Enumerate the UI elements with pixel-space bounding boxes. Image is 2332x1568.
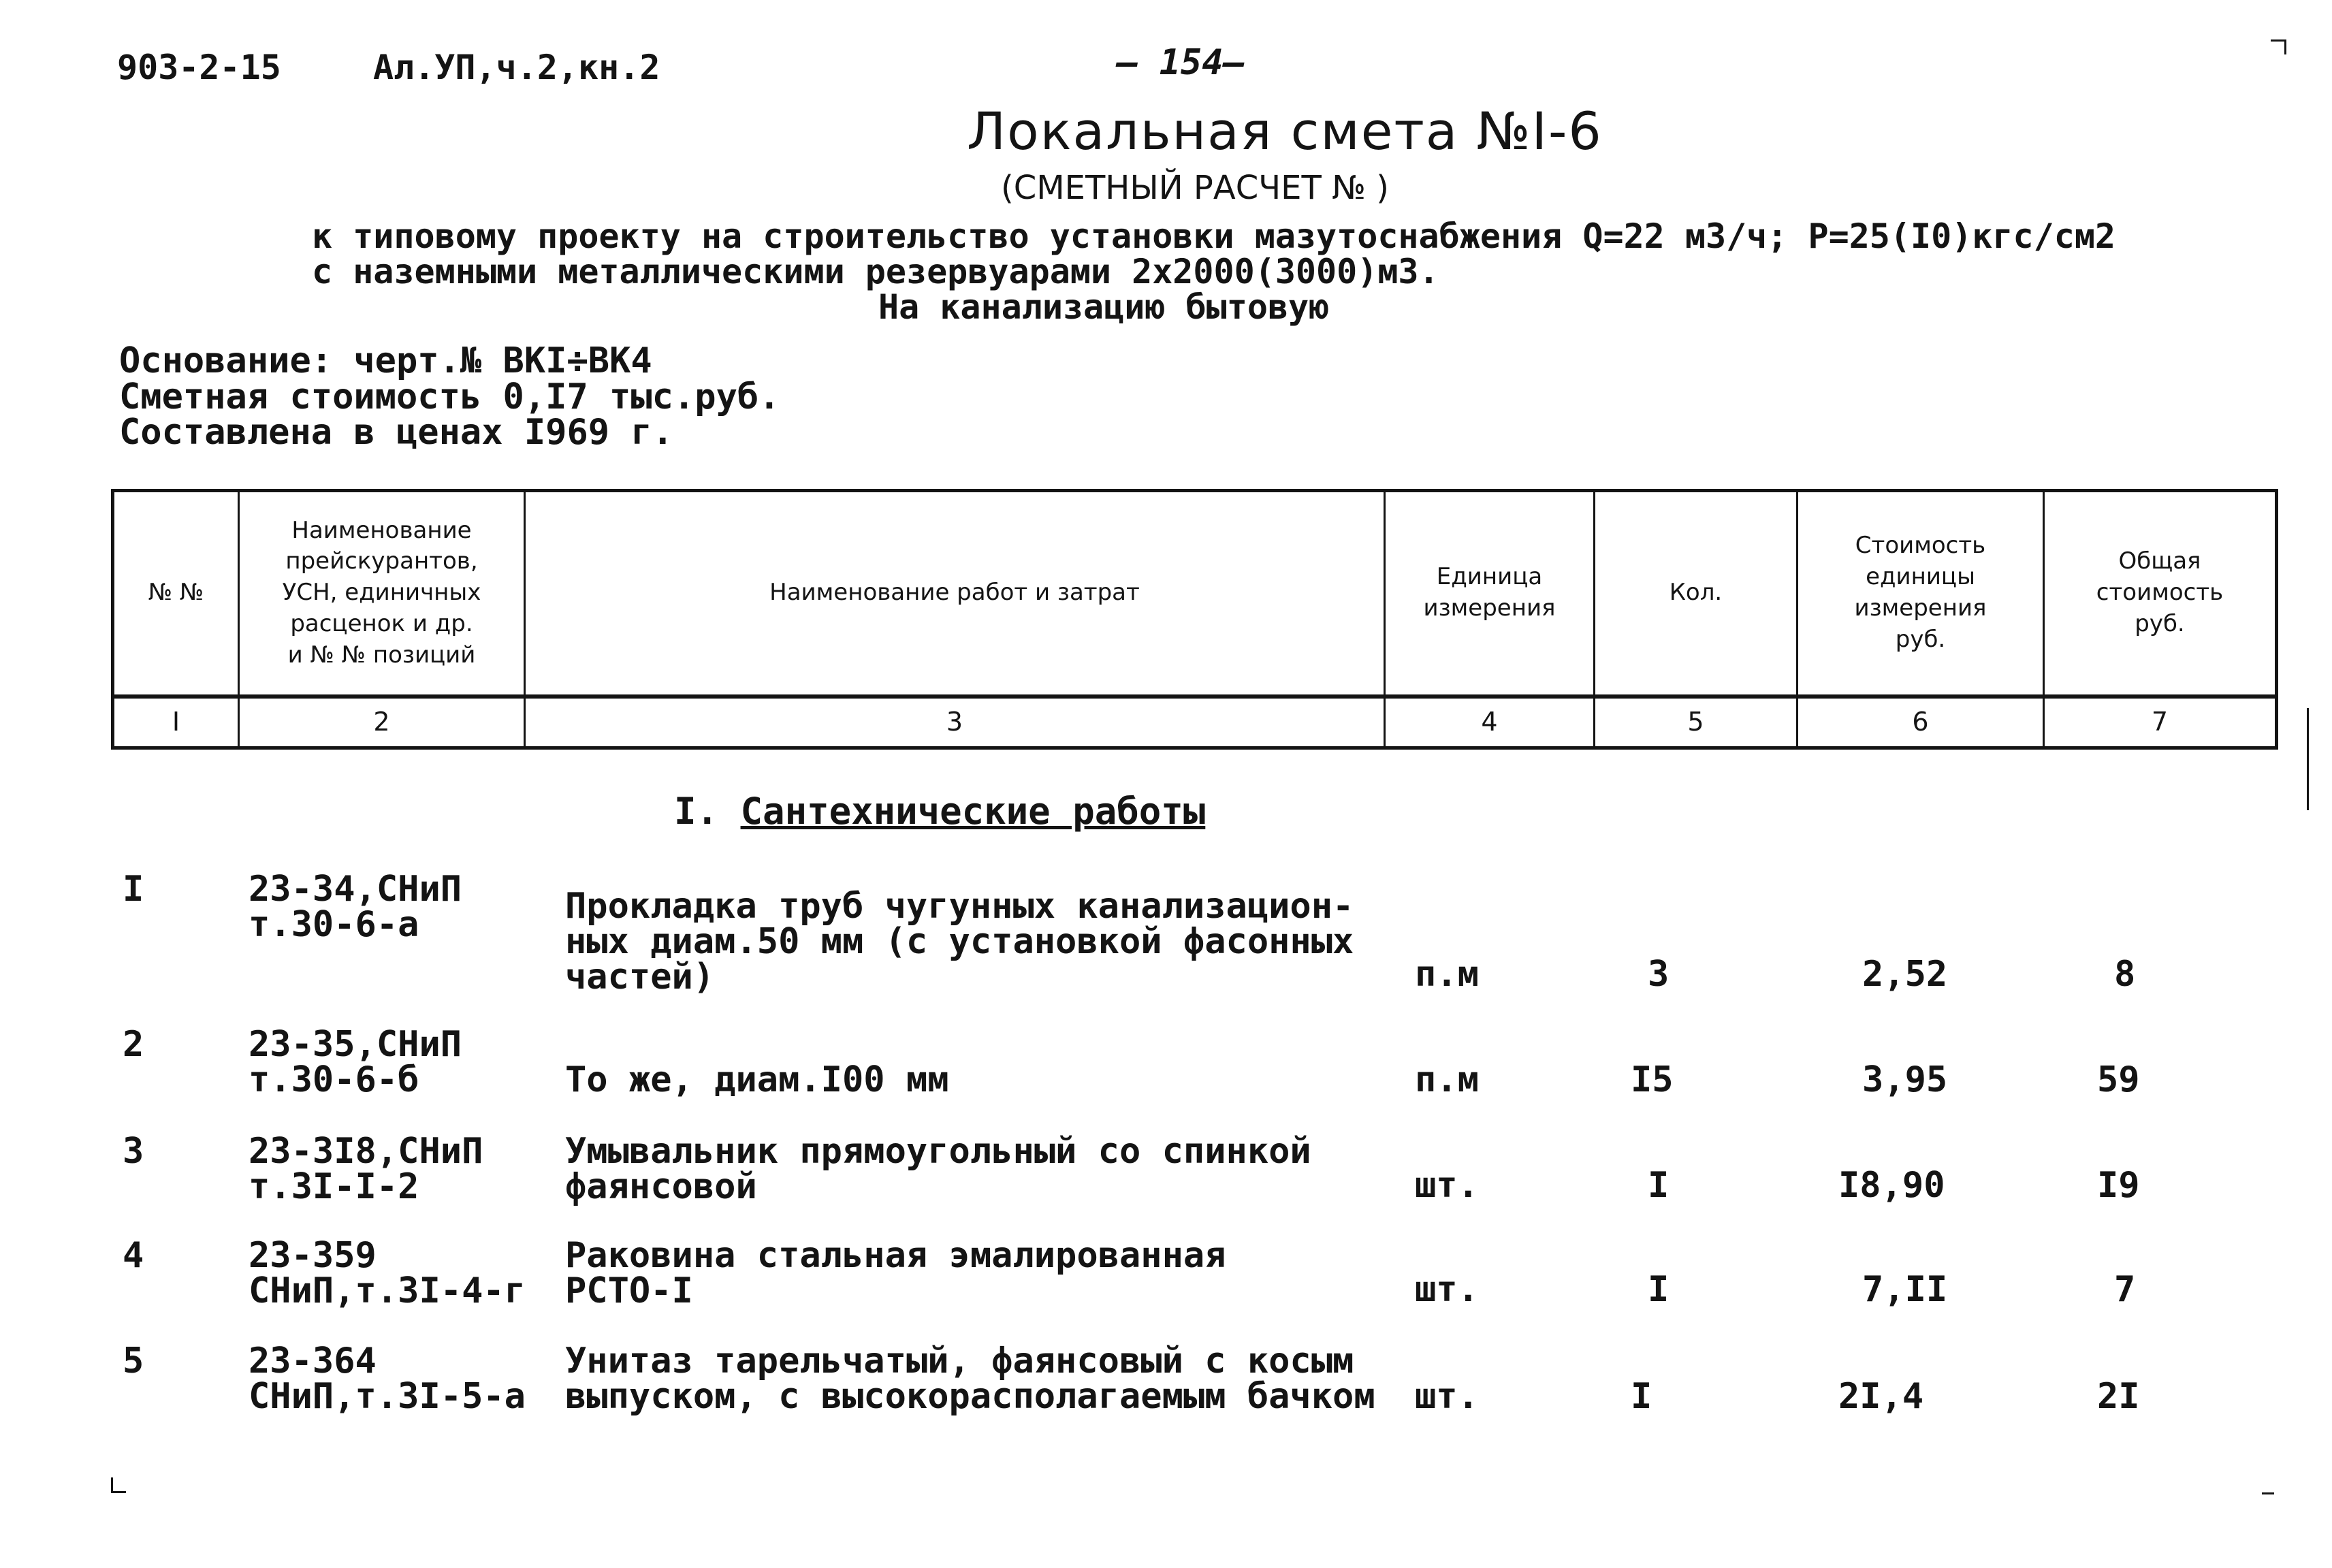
corner-mark-bottom-left <box>111 1477 113 1492</box>
row-unit: п.м <box>1415 1059 1479 1100</box>
column-header-price-code: Наименование прейскурантов, УСН, единичных расценок и др. и № № позиций <box>239 491 525 697</box>
column-header-number: № № <box>113 491 239 697</box>
row-number: 3 <box>123 1131 144 1172</box>
row-total-cost: I9 <box>2097 1165 2140 1206</box>
page-subtitle: (СМЕТНЫЙ РАСЧЕТ № ) <box>1001 169 1389 207</box>
row-total-cost: 59 <box>2097 1059 2140 1100</box>
row-total-cost: 7 <box>2114 1269 2136 1310</box>
row-work-name: Унитаз тарельчатый, фаянсовый с косым выпуском, с высокорасполагаемым бачком <box>565 1341 1375 1417</box>
row-quantity: I5 <box>1631 1059 1674 1100</box>
project-description-line-2: с наземными металлическими резервуарами 2х2000(3000)м3. <box>312 252 1439 291</box>
estimate-table-header <box>111 489 2278 750</box>
row-quantity: 3 <box>1648 954 1670 995</box>
row-work-name: Умывальник прямоугольный со спинкой фаянсовой <box>565 1131 1311 1207</box>
row-number: I <box>123 869 144 910</box>
scan-edge-line <box>2307 708 2309 810</box>
column-number: 2 <box>239 697 525 748</box>
row-unit: п.м <box>1415 954 1479 995</box>
column-number: 4 <box>1385 697 1595 748</box>
column-header-quantity: Кол. <box>1595 491 1798 697</box>
section-number: I. <box>674 790 719 833</box>
row-price-code: 23-3I8,СНиП т.3I-I-2 <box>249 1131 483 1207</box>
row-unit: шт. <box>1415 1165 1479 1206</box>
row-price-code: 23-35,СНиП т.30-6-б <box>249 1024 462 1100</box>
project-description-line-1: к типовому проекту на строительство установки мазутоснабжения Q=22 м3/ч; Р=25(I0)кгс/см2 <box>312 217 2116 256</box>
section-name: Сантехнические работы <box>740 790 1206 833</box>
row-unit-cost: 2I,4 <box>1838 1376 1924 1417</box>
row-total-cost: 8 <box>2114 954 2136 995</box>
column-number: 3 <box>525 697 1385 748</box>
row-unit: шт. <box>1415 1269 1479 1310</box>
column-number: 6 <box>1798 697 2044 748</box>
row-price-code: 23-364 СНиП,т.3I-5-а <box>249 1341 526 1417</box>
document-code: 903-2-15 <box>117 48 281 87</box>
column-header-unit-cost: Стоимость единицы измерения руб. <box>1798 491 2044 697</box>
estimated-cost: Сметная стоимость 0,I7 тыс.руб. <box>119 377 780 417</box>
basis-drawings: Основание: черт.№ ВКI÷ВК4 <box>119 340 652 381</box>
row-number: 5 <box>123 1341 144 1381</box>
corner-mark-bottom-right <box>2262 1492 2274 1494</box>
column-number: 7 <box>2044 697 2277 748</box>
corner-mark-bottom-left <box>111 1491 126 1493</box>
row-work-name: Раковина стальная эмалированная РСТО-I <box>565 1235 1226 1311</box>
row-number: 4 <box>123 1235 144 1276</box>
column-number: I <box>113 697 239 748</box>
corner-mark-top-right <box>2284 39 2286 54</box>
row-unit-cost: 7,II <box>1862 1269 1948 1310</box>
row-work-name: Прокладка труб чугунных канализацион- ных диам.50 мм (с установкой фасонных частей) <box>565 886 1354 997</box>
column-header-total-cost: Общая стоимость руб. <box>2044 491 2277 697</box>
price-year: Составлена в ценах I969 г. <box>119 412 673 453</box>
column-header-work-name: Наименование работ и затрат <box>525 491 1385 697</box>
project-description-line-3: На канализацию бытовую <box>878 287 1330 327</box>
row-work-name: То же, диам.I00 мм <box>565 1059 949 1100</box>
row-quantity: I <box>1648 1269 1670 1310</box>
corner-mark-top-right <box>2271 39 2286 42</box>
row-quantity: I <box>1648 1165 1670 1206</box>
row-price-code: 23-34,СНиП т.30-6-а <box>249 869 462 945</box>
row-number: 2 <box>123 1024 144 1065</box>
row-unit-cost: I8,90 <box>1838 1165 1945 1206</box>
column-number: 5 <box>1595 697 1798 748</box>
row-unit: шт. <box>1415 1376 1479 1417</box>
page-number: — 154— <box>1117 42 1245 83</box>
row-price-code: 23-359 СНиП,т.3I-4-г <box>249 1235 526 1311</box>
row-unit-cost: 3,95 <box>1862 1059 1948 1100</box>
column-header-unit: Единица измерения <box>1385 491 1595 697</box>
row-quantity: I <box>1631 1376 1652 1417</box>
section-title <box>674 790 1205 833</box>
row-unit-cost: 2,52 <box>1862 954 1948 995</box>
page-title: Локальная смета №I-6 <box>967 101 1603 161</box>
album-reference: Ал.УП,ч.2,кн.2 <box>373 48 660 87</box>
row-total-cost: 2I <box>2097 1376 2140 1417</box>
